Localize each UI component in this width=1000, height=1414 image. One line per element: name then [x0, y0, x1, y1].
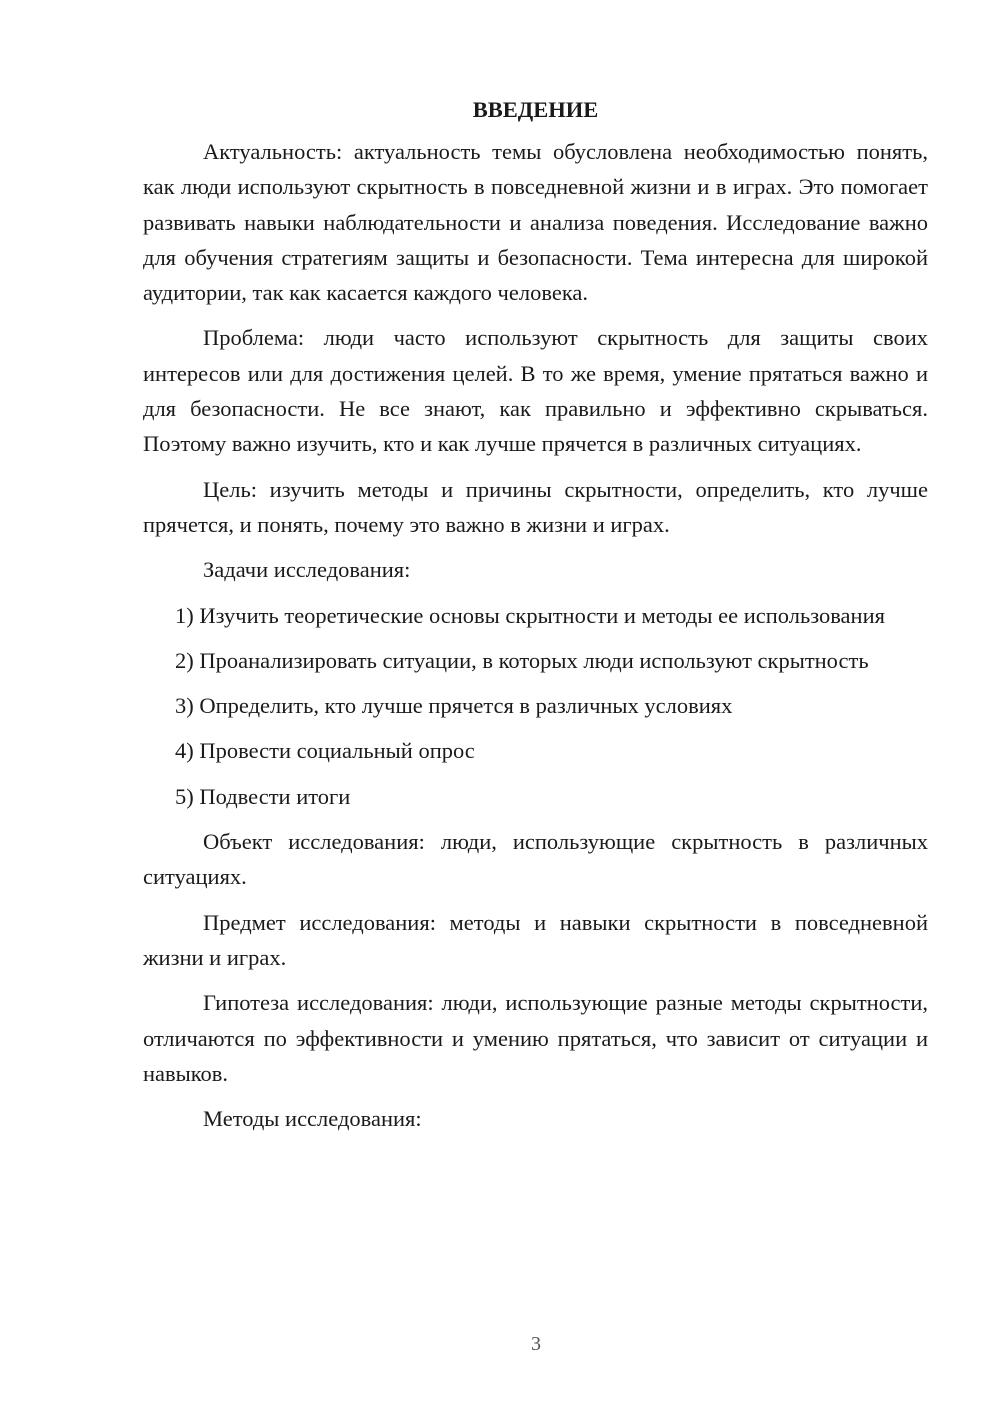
- task-item-5: 5) Подвести итоги: [175, 783, 351, 809]
- task-item-1: 1) Изучить теоретические основы скрытности и методы ее использования: [175, 602, 885, 628]
- paragraph-problem: Проблема: люди часто используют скрытность для защиты своих интересов или для достижения целей. В то же время, умение прятаться важно и для безопасности. Не все знают, как правильно и эффективно скрываться. Поэтому важно изучить, кто и как лучше прячется в различных ситуациях.: [143, 325, 928, 457]
- task-item-3: 3) Определить, кто лучше прячется в различных условиях: [175, 693, 733, 719]
- page-number: 3: [531, 1333, 541, 1355]
- paragraph-relevance: Актуальность: актуальность темы обусловлена необходимостью понять, как люди используют скрытность в повседневной жизни и в играх. Это помогает развивать навыки наблюдательности и анализа поведения. Исследование важно для обучения стратегиям защиты и безопасности. Тема интересна для широкой аудитории, так как касается каждого человека.: [143, 139, 928, 306]
- section-title: ВВЕДЕНИЕ: [472, 97, 599, 122]
- task-item-2: 2) Проанализировать ситуации, в которых люди используют скрытность: [175, 647, 869, 673]
- paragraph-methods-heading: Методы исследования:: [203, 1106, 422, 1132]
- paragraph-object: Объект исследования: люди, использующие скрытность в различных ситуациях.: [143, 829, 928, 890]
- paragraph-hypothesis: Гипотеза исследования: люди, использующие разные методы скрытности, отличаются по эффективности и умению прятаться, что зависит от ситуации и навыков.: [143, 990, 928, 1086]
- document-body: [143, 92, 928, 1146]
- paragraph-subject: Предмет исследования: методы и навыки скрытности в повседневной жизни и играх.: [143, 909, 928, 970]
- task-item-4: 4) Провести социальный опрос: [175, 738, 475, 764]
- paragraph-goal: Цель: изучить методы и причины скрытности, определить, кто лучше прячется, и понять, почему это важно в жизни и играх.: [143, 476, 928, 537]
- paragraph-tasks-heading: Задачи исследования:: [203, 557, 411, 583]
